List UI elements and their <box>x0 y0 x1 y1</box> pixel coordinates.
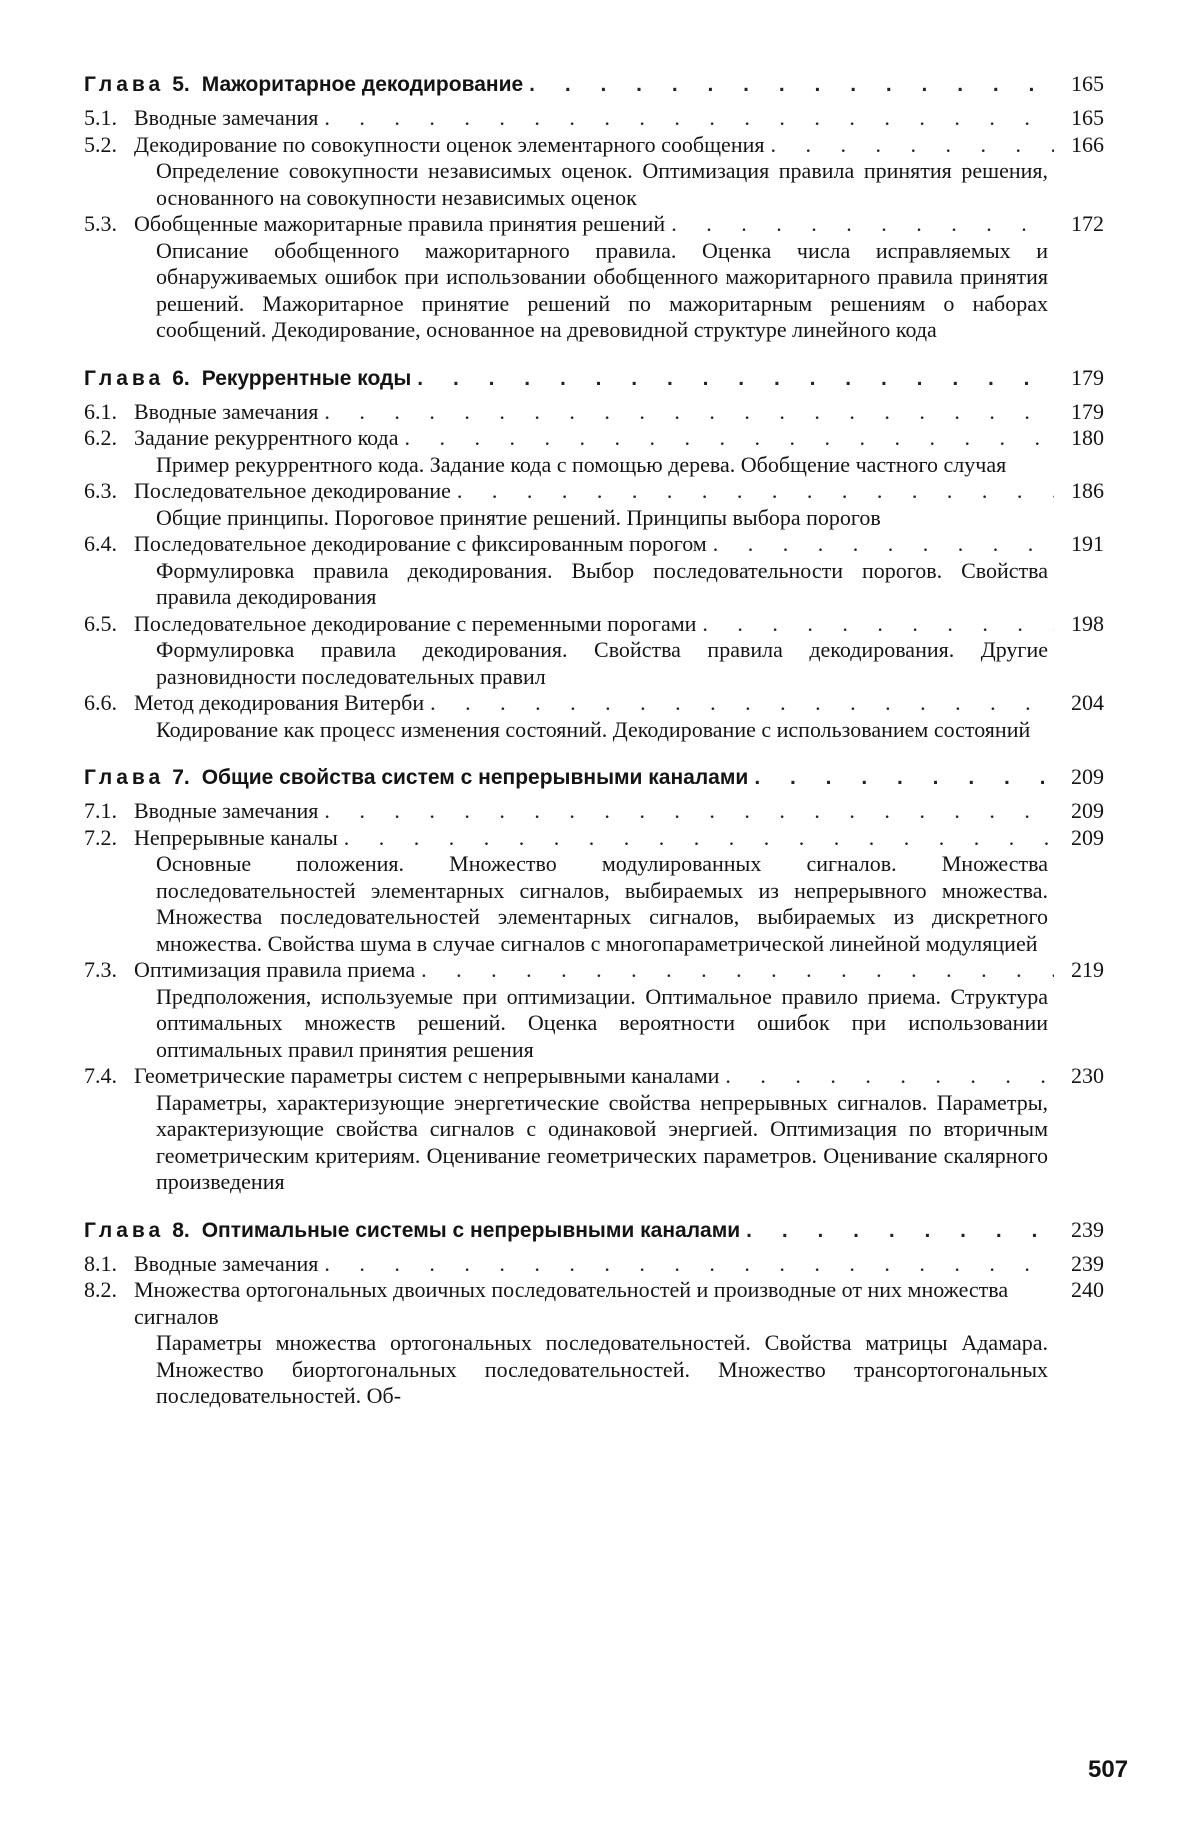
chapter-page: 165 <box>1071 71 1104 96</box>
section-title: Последовательное декодирование <box>134 478 451 503</box>
dot-leader <box>405 425 1055 452</box>
section-number: 5.1. <box>84 105 117 130</box>
section-entry <box>84 1063 1104 1090</box>
section-title: Вводные замечания <box>134 798 319 823</box>
section-title: Вводные замечания <box>134 1250 319 1276</box>
section-title: Множества ортогональных двоичных последовательностей и производные от них множества сигналов <box>134 1277 1009 1329</box>
section-number: 6.1. <box>84 398 117 424</box>
section-description: Параметры множества ортогональных последовательностей. Свойства матрицы Адамара. Множество биортогональных последовательностей. Множество трансортогональных последовательностей. Об- <box>156 1330 1048 1408</box>
chapter-label: Глава <box>84 766 165 789</box>
section-number: 7.1. <box>84 798 117 823</box>
table-of-contents <box>84 70 1104 1430</box>
section-number: 5.3. <box>84 211 117 236</box>
chapter-title: Мажоритарное декодирование <box>201 73 524 96</box>
chapter-block <box>84 1216 1104 1410</box>
section-page: 186 <box>1071 478 1104 503</box>
chapter-number: 7. <box>172 766 190 789</box>
section-number: 5.2. <box>84 131 117 157</box>
section-page: 209 <box>1071 798 1104 823</box>
section-entry <box>84 531 1104 558</box>
dot-leader <box>771 132 1055 159</box>
dot-leader <box>324 798 1054 825</box>
section-page: 240 <box>1071 1277 1104 1302</box>
section-entry <box>84 957 1104 984</box>
section-description: Определение совокупности независимых оценок. Оптимизация правила принятия решения, основанного на совокупности независимых оценок <box>156 158 1048 210</box>
dot-leader <box>430 690 1054 717</box>
section-entry <box>84 1251 1104 1278</box>
section-entry <box>84 825 1104 852</box>
section-title: Последовательное декодирование с фиксированным порогом <box>134 531 707 556</box>
section-page: 209 <box>1071 824 1104 850</box>
dot-leader <box>421 957 1054 984</box>
chapter-title: Рекуррентные коды <box>201 366 412 390</box>
section-description: Кодирование как процесс изменения состояний. Декодирование с использованием состояний <box>156 716 1031 742</box>
chapter-label: Глава <box>84 73 165 96</box>
section-title: Последовательное декодирование с переменными порогами <box>134 610 697 636</box>
section-description: Формулировка правила декодирования. Выбор последовательности порогов. Свойства правила декодирования <box>156 557 1048 609</box>
chapter-title: Общие свойства систем с непрерывными каналами <box>201 766 749 789</box>
section-entry <box>84 105 1104 132</box>
section-number: 7.2. <box>84 824 117 850</box>
chapter-heading <box>84 1216 1104 1245</box>
section-title: Декодирование по совокупности оценок элементарного сообщения <box>134 131 765 157</box>
section-page: 198 <box>1071 610 1104 636</box>
section-description: Пример рекуррентного кода. Задание кода с помощью дерева. Обобщение частного случая <box>156 451 1007 477</box>
section-title: Вводные замечания <box>134 105 319 130</box>
section-page: 191 <box>1071 531 1104 556</box>
section-title: Оптимизация правила приема <box>134 957 416 982</box>
chapter-label: Глава <box>84 366 165 390</box>
chapter-label: Глава <box>84 1218 165 1242</box>
section-entry <box>84 1277 1104 1330</box>
section-entry <box>84 425 1104 452</box>
section-title: Вводные замечания <box>134 398 319 424</box>
dot-leader <box>457 478 1054 505</box>
section-entry <box>84 690 1104 717</box>
section-number: 7.3. <box>84 957 117 982</box>
section-entry <box>84 798 1104 825</box>
section-title: Геометрические параметры систем с непрерывными каналами <box>134 1063 720 1088</box>
chapter-number: 6. <box>172 366 190 390</box>
section-title: Задание рекуррентного кода <box>134 425 399 450</box>
section-number: 6.4. <box>84 531 117 556</box>
dot-leader <box>713 531 1054 558</box>
section-entry <box>84 399 1104 426</box>
dot-leader <box>754 764 1054 792</box>
section-page: 166 <box>1071 131 1104 157</box>
dot-leader <box>671 211 1054 238</box>
section-number: 6.6. <box>84 690 117 715</box>
section-page: 165 <box>1071 105 1104 130</box>
dot-leader <box>702 611 1054 638</box>
section-description: Формулировка правила декодирования. Свойства правила декодирования. Другие разновидности последовательных правил <box>156 637 1048 689</box>
section-page: 219 <box>1071 957 1104 982</box>
dot-leader <box>324 105 1054 132</box>
dot-leader <box>417 365 1054 393</box>
page-number: 507 <box>1088 1756 1129 1783</box>
dot-leader <box>529 71 1054 99</box>
chapter-heading <box>84 763 1104 792</box>
dot-leader <box>746 1217 1054 1245</box>
chapter-heading <box>84 70 1104 99</box>
chapter-page: 179 <box>1071 364 1104 390</box>
section-number: 6.2. <box>84 425 117 450</box>
chapter-number: 8. <box>172 1218 190 1242</box>
section-description: Предположения, используемые при оптимизации. Оптимальное правило приема. Структура оптимальных множеств решений. Оценка вероятности ошибок при использовании оптимальных правил принятия решения <box>156 983 1048 1062</box>
section-title: Непрерывные каналы <box>134 824 338 850</box>
chapter-block <box>84 763 1104 1196</box>
dot-leader <box>725 1063 1054 1090</box>
chapter-page: 239 <box>1071 1216 1104 1242</box>
section-number: 8.1. <box>84 1250 117 1276</box>
dot-leader <box>344 825 1054 852</box>
dot-leader <box>324 1251 1054 1278</box>
section-number: 6.3. <box>84 478 117 503</box>
section-page: 179 <box>1071 398 1104 424</box>
chapter-page: 209 <box>1071 764 1104 789</box>
section-description: Основные положения. Множество модулированных сигналов. Множества последовательностей элементарных сигналов, выбираемых из непрерывного множества. Множества последовательностей элементарных сигналов, выбираемых из дискретного множества. Свойства шума в случае сигналов с многопараметрической линейной модуляцией <box>156 851 1048 956</box>
chapter-block <box>84 70 1104 344</box>
section-number: 6.5. <box>84 610 117 636</box>
section-number: 7.4. <box>84 1063 117 1088</box>
section-page: 204 <box>1071 690 1104 715</box>
section-page: 172 <box>1071 211 1104 236</box>
section-description: Параметры, характеризующие энергетические свойства непрерывных сигналов. Параметры, характеризующие свойства сигналов с одинаковой энергией. Оптимизация по вторичным геометрическим критериям. Оценивание геометрических параметров. Оценивание скалярного произведения <box>156 1089 1048 1194</box>
section-title: Метод декодирования Витерби <box>134 690 425 715</box>
dot-leader <box>324 399 1054 426</box>
section-description: Описание обобщенного мажоритарного правила. Оценка числа исправляемых и обнаруживаемых ошибок при использовании обобщенного мажоритарного правила принятия решений. Мажоритарное принятие решений по мажоритарным решениям о наборах сообщений. Декодирование, основанное на древовидной структуре линейного кода <box>156 237 1048 342</box>
section-description: Общие принципы. Пороговое принятие решений. Принципы выбора порогов <box>156 504 881 530</box>
section-entry <box>84 611 1104 638</box>
section-entry <box>84 132 1104 159</box>
section-title: Обобщенные мажоритарные правила принятия решений <box>134 211 666 236</box>
section-page: 230 <box>1071 1063 1104 1088</box>
section-page: 180 <box>1071 425 1104 450</box>
section-entry <box>84 211 1104 238</box>
section-number: 8.2. <box>84 1277 117 1302</box>
chapter-number: 5. <box>172 73 190 96</box>
chapter-block <box>84 364 1104 744</box>
chapter-heading <box>84 364 1104 393</box>
section-entry <box>84 478 1104 505</box>
section-page: 239 <box>1071 1250 1104 1276</box>
chapter-title: Оптимальные системы с непрерывными каналами <box>201 1218 741 1242</box>
